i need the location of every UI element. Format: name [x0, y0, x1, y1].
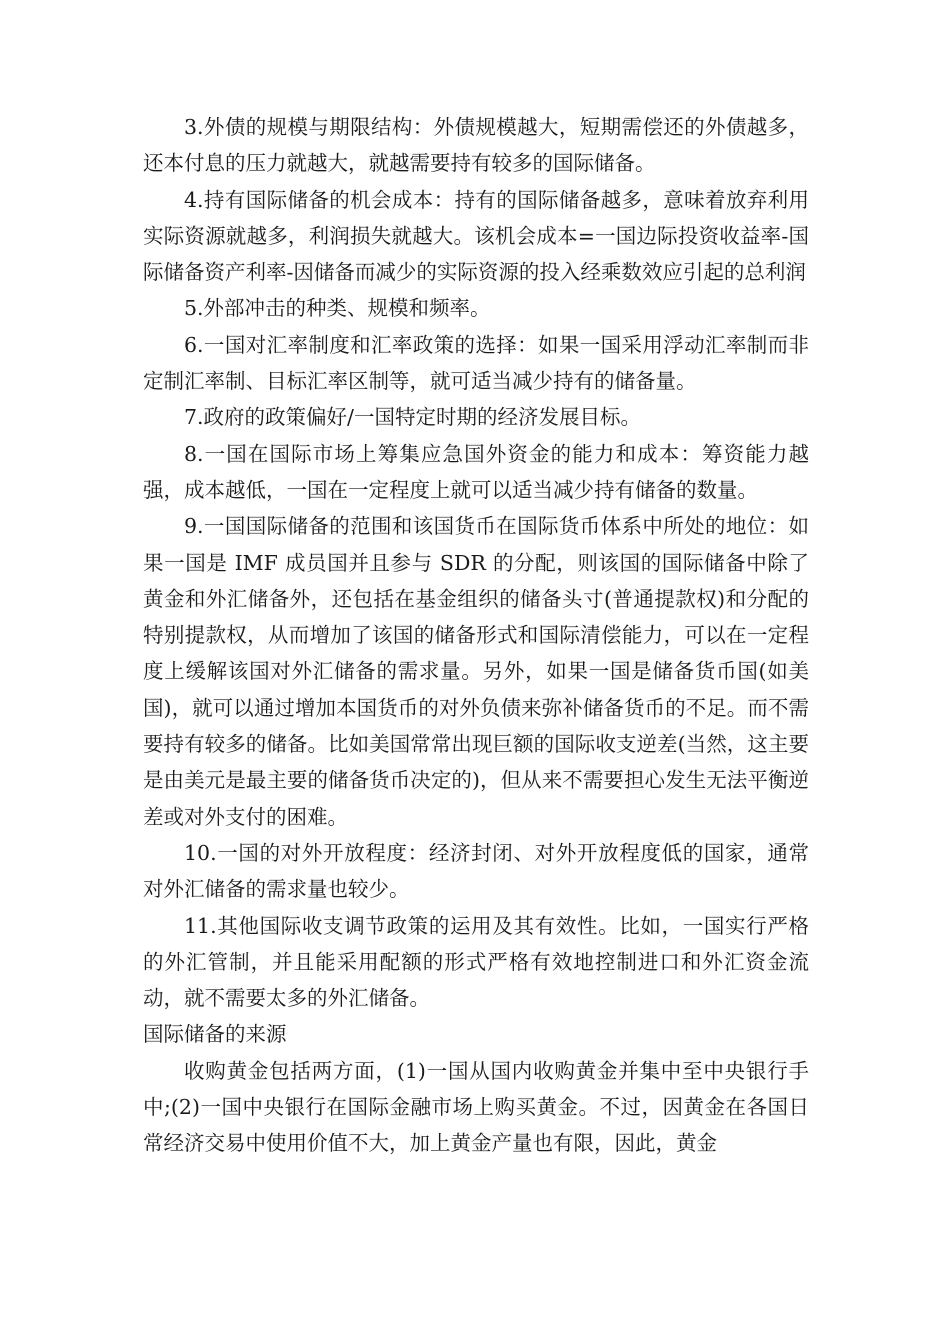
paragraph-10: 10.一国的对外开放程度：经济封闭、对外开放程度低的国家，通常对外汇储备的需求量也较少。 [143, 840, 809, 902]
closing-paragraph: 收购黄金包括两方面，(1)一国从国内收购黄金并集中至中央银行手中;(2)一国中央银行在国际金融市场上购买黄金。不过，因黄金在各国日常经济交易中使用价值不大，加上黄金产量也有限，因此，黄金 [143, 1058, 809, 1156]
paragraph-4: 4.持有国际储备的机会成本：持有的国际储备越多，意味着放弃利用实际资源就越多，利润损失就越大。该机会成本=一国边际投资收益率-国际储备资产利率-因储备而减少的实际资源的投入经乘数效应引起的总利润 [143, 187, 809, 285]
document-body [143, 109, 809, 1162]
paragraph-3: 3.外债的规模与期限结构：外债规模越大，短期需偿还的外债越多，还本付息的压力就越大，就越需要持有较多的国际储备。 [143, 115, 809, 176]
section-heading: 国际储备的来源 [143, 1022, 287, 1047]
paragraph-9: 9.一国国际储备的范围和该国货币在国际货币体系中所处的地位：如果一国是 IMF 成员国并且参与 SDR 的分配，则该国的国际储备中除了黄金和外汇储备外，还包括在基金组织的储备头寸(普通提款权)和分配的特别提款权，从而增加了该国的储备形式和国际清偿能力，可以在一定程度上缓解该国对外汇储备的需求量。另外，如果一国是储备货币国(如美国)，就可以通过增加本国货币的对外负债来弥补储备货币的不足。而不需要持有较多的储备。比如美国常常出现巨额的国际收支逆差(当然，这主要是由美元是最主要的储备货币决定的)，但从来不需要担心发生无法平衡逆差或对外支付的困难。 [143, 514, 809, 829]
paragraph-6: 6.一国对汇率制度和汇率政策的选择：如果一国采用浮动汇率制而非定制汇率制、目标汇率区制等，就可适当减少持有的储备量。 [143, 332, 809, 394]
paragraph-5: 5.外部冲击的种类、规模和频率。 [184, 296, 491, 321]
paragraph-8: 8.一国在国际市场上筹集应急国外资金的能力和成本：筹资能力越强，成本越低，一国在一定程度上就可以适当减少持有储备的数量。 [143, 441, 809, 502]
paragraph-11: 11.其他国际收支调节政策的运用及其有效性。比如，一国实行严格的外汇管制，并且能采用配额的形式严格有效地控制进口和外汇资金流动，就不需要太多的外汇储备。 [143, 913, 809, 1011]
paragraph-7: 7.政府的政策偏好/一国特定时期的经济发展目标。 [184, 405, 641, 430]
